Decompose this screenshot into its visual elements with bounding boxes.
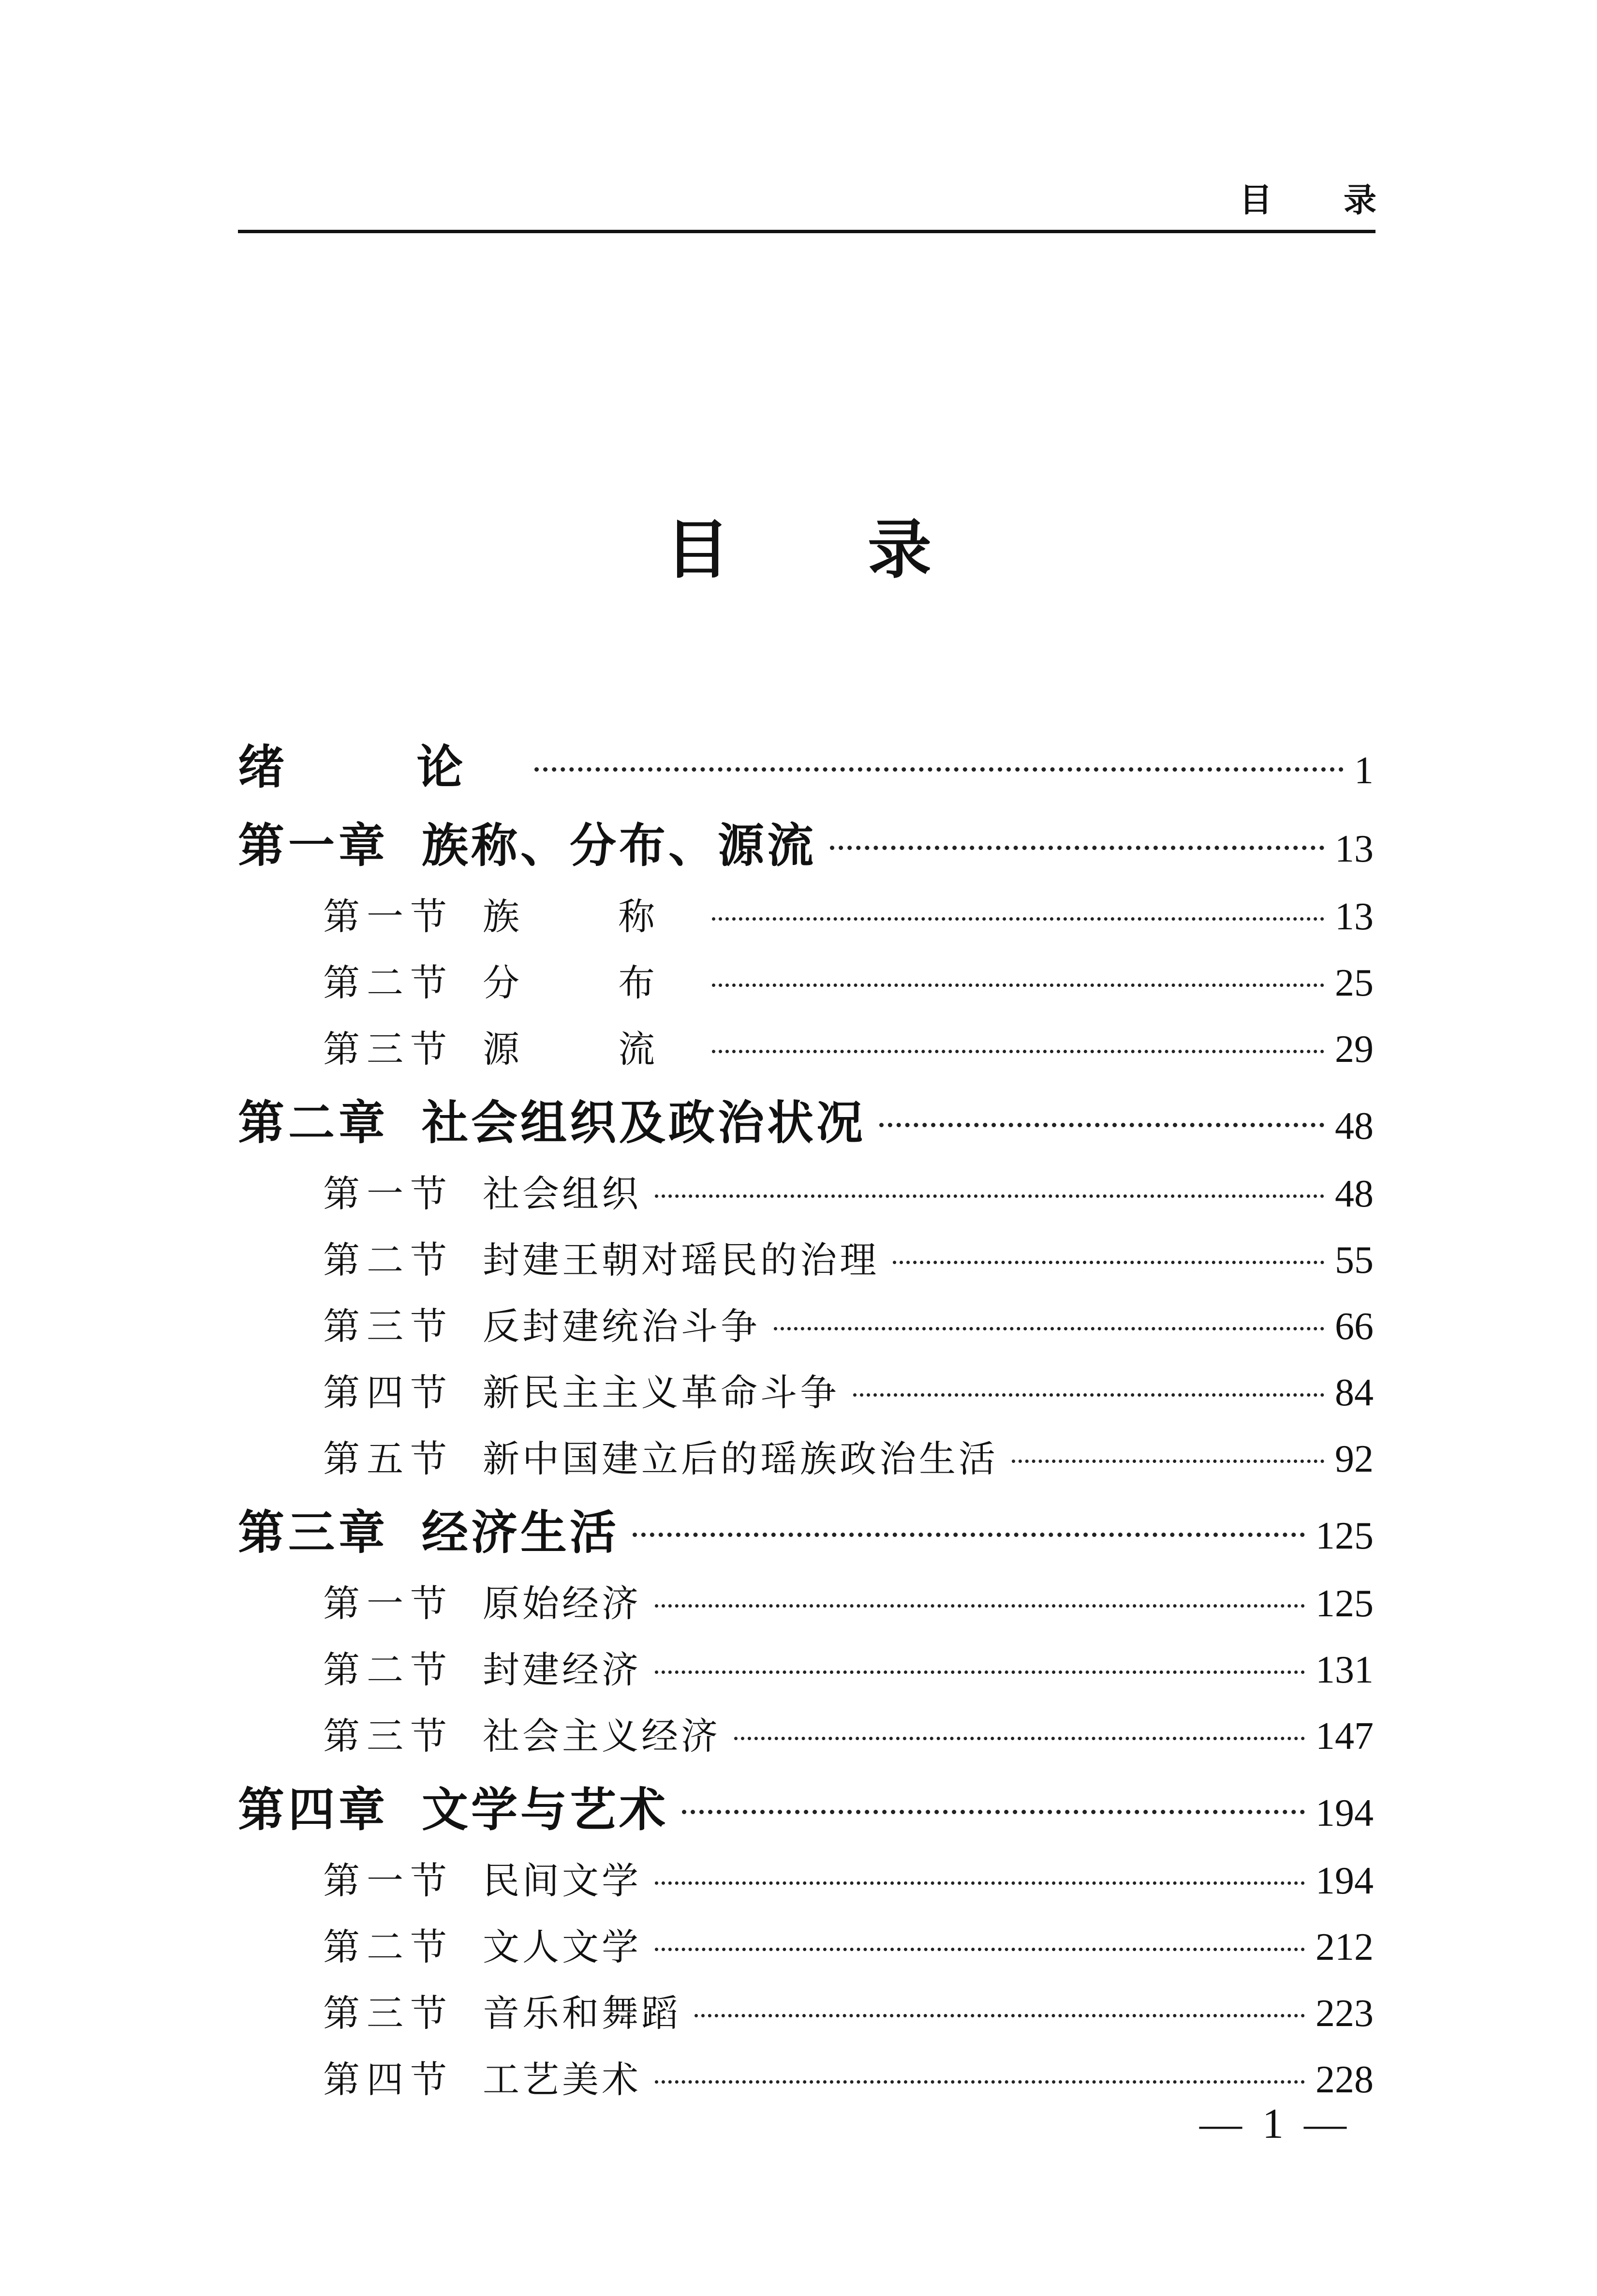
toc-entry-title: 音乐和舞蹈 bbox=[483, 1992, 681, 2035]
toc-entry-section[interactable] bbox=[238, 1574, 1374, 1640]
toc-entry-chapter[interactable] bbox=[238, 1773, 1374, 1851]
toc-entry-number: 第三节 bbox=[323, 1992, 454, 2035]
toc-entry-page: 194 bbox=[1316, 1860, 1374, 1902]
toc-entry-section[interactable] bbox=[238, 887, 1374, 954]
toc-entry-number: 第二章 bbox=[238, 1096, 389, 1150]
toc-entry-title: 经济生活 bbox=[422, 1506, 619, 1560]
toc-entry-chapter[interactable] bbox=[238, 1496, 1374, 1574]
toc-entry-section[interactable] bbox=[238, 1231, 1374, 1297]
toc-entry-number: 第一章 bbox=[238, 819, 389, 873]
running-head: 目 录 bbox=[1239, 181, 1406, 220]
toc-entry-title: 文人文学 bbox=[483, 1925, 641, 1968]
toc-entry-page: 25 bbox=[1335, 962, 1374, 1004]
dot-leader bbox=[893, 1261, 1324, 1264]
toc-entry-number: 第一节 bbox=[323, 895, 454, 938]
dot-leader bbox=[633, 1533, 1305, 1537]
toc-entry-number: 第四节 bbox=[323, 2058, 454, 2101]
toc-entry-number: 第二节 bbox=[323, 1648, 454, 1691]
toc-entry-title: 工艺美术 bbox=[483, 2058, 641, 2101]
toc-entry-page: 66 bbox=[1335, 1305, 1374, 1348]
dot-leader bbox=[655, 1948, 1305, 1951]
toc-entry-number: 第四章 bbox=[238, 1783, 389, 1837]
toc-entry-title: 封建王朝对瑶民的治理 bbox=[483, 1238, 879, 1282]
toc-entry-section[interactable] bbox=[238, 1363, 1374, 1430]
toc-entry-section[interactable] bbox=[238, 1164, 1374, 1231]
toc-entry-number: 第一节 bbox=[323, 1582, 454, 1625]
dot-leader bbox=[655, 1194, 1324, 1198]
toc-entry-page: 228 bbox=[1316, 2058, 1374, 2101]
toc-entry-section[interactable] bbox=[238, 1430, 1374, 1496]
toc-entry-title: 新中国建立后的瑶族政治生活 bbox=[483, 1437, 998, 1480]
toc-entry-page: 13 bbox=[1335, 828, 1374, 870]
toc-entry-page: 48 bbox=[1335, 1105, 1374, 1148]
toc-entry-section[interactable] bbox=[238, 1918, 1374, 1984]
toc-entry-title: 社会组织及政治状况 bbox=[422, 1096, 866, 1150]
table-of-contents bbox=[238, 731, 1374, 2117]
toc-entry-page: 125 bbox=[1316, 1582, 1374, 1625]
toc-entry-title: 新民主主义革命斗争 bbox=[483, 1371, 840, 1414]
dot-leader bbox=[655, 1604, 1305, 1608]
toc-entry-number: 第二节 bbox=[323, 1925, 454, 1968]
dot-leader bbox=[655, 2080, 1305, 2084]
toc-entry-page: 13 bbox=[1335, 895, 1374, 938]
dot-leader bbox=[655, 1881, 1305, 1885]
toc-entry-number: 第三节 bbox=[323, 1715, 454, 1758]
toc-entry-title: 民间文学 bbox=[483, 1859, 641, 1902]
toc-entry-title: 封建经济 bbox=[483, 1648, 641, 1691]
toc-entry-title: 反封建统治斗争 bbox=[483, 1305, 760, 1348]
toc-entry-page: 194 bbox=[1316, 1792, 1374, 1834]
page-number: — 1 — bbox=[1199, 2101, 1351, 2147]
toc-entry-number: 第三节 bbox=[323, 1028, 454, 1071]
toc-entry-page: 125 bbox=[1316, 1515, 1374, 1557]
toc-entry-page: 29 bbox=[1335, 1028, 1374, 1071]
toc-entry-page: 84 bbox=[1335, 1372, 1374, 1414]
dot-leader bbox=[534, 767, 1344, 772]
dot-leader bbox=[1012, 1460, 1324, 1463]
page-title: 目 录 bbox=[665, 513, 990, 587]
toc-entry-number: 第三节 bbox=[323, 1305, 454, 1348]
toc-entry-number: 第二节 bbox=[323, 961, 454, 1004]
toc-entry-section[interactable] bbox=[238, 1851, 1374, 1918]
toc-entry-page: 92 bbox=[1335, 1438, 1374, 1480]
toc-entry-page: 131 bbox=[1316, 1649, 1374, 1691]
toc-entry-title: 社会主义经济 bbox=[483, 1715, 721, 1758]
toc-entry-title: 源 流 bbox=[483, 1028, 699, 1071]
toc-entry-number: 第三章 bbox=[238, 1506, 389, 1560]
toc-entry-page: 223 bbox=[1316, 1992, 1374, 2035]
toc-entry-chapter[interactable] bbox=[238, 809, 1374, 887]
toc-entry-title: 分 布 bbox=[483, 961, 699, 1004]
toc-entry-page: 55 bbox=[1335, 1239, 1374, 1282]
toc-entry-number: 第二节 bbox=[323, 1238, 454, 1282]
dot-leader bbox=[734, 1737, 1305, 1740]
toc-entry-number: 第一节 bbox=[323, 1172, 454, 1215]
dot-leader bbox=[655, 1670, 1305, 1674]
toc-entry-section[interactable] bbox=[238, 954, 1374, 1020]
toc-entry-section[interactable] bbox=[238, 1297, 1374, 1363]
dot-leader bbox=[879, 1123, 1324, 1127]
toc-entry-page: 1 bbox=[1354, 749, 1374, 792]
dot-leader bbox=[830, 846, 1324, 850]
dot-leader bbox=[695, 2014, 1305, 2017]
toc-entry-number: 第一节 bbox=[323, 1859, 454, 1902]
toc-entry-section[interactable] bbox=[238, 1020, 1374, 1086]
toc-entry-title: 文学与艺术 bbox=[422, 1783, 668, 1837]
dot-leader bbox=[712, 1050, 1324, 1053]
dot-leader bbox=[682, 1810, 1305, 1814]
dot-leader bbox=[853, 1393, 1324, 1397]
toc-entry-title: 原始经济 bbox=[483, 1582, 641, 1625]
toc-entry-number: 第四节 bbox=[323, 1371, 454, 1414]
header-rule bbox=[238, 230, 1375, 233]
toc-entry-section[interactable] bbox=[238, 1707, 1374, 1773]
toc-entry-intro[interactable] bbox=[238, 731, 1374, 809]
toc-entry-section[interactable] bbox=[238, 1640, 1374, 1707]
toc-entry-chapter[interactable] bbox=[238, 1086, 1374, 1164]
toc-entry-page: 212 bbox=[1316, 1926, 1374, 1968]
toc-entry-title: 社会组织 bbox=[483, 1172, 641, 1215]
dot-leader bbox=[774, 1327, 1324, 1330]
toc-entry-title: 绪 论 bbox=[238, 740, 521, 794]
toc-entry-title: 族 称 bbox=[483, 895, 699, 938]
dot-leader bbox=[712, 984, 1324, 987]
dot-leader bbox=[712, 917, 1324, 921]
toc-entry-page: 147 bbox=[1316, 1715, 1374, 1758]
toc-entry-title: 族称、分布、源流 bbox=[422, 819, 816, 873]
toc-entry-number: 第五节 bbox=[323, 1437, 454, 1480]
toc-entry-page: 48 bbox=[1335, 1173, 1374, 1215]
toc-entry-section[interactable] bbox=[238, 1984, 1374, 2050]
